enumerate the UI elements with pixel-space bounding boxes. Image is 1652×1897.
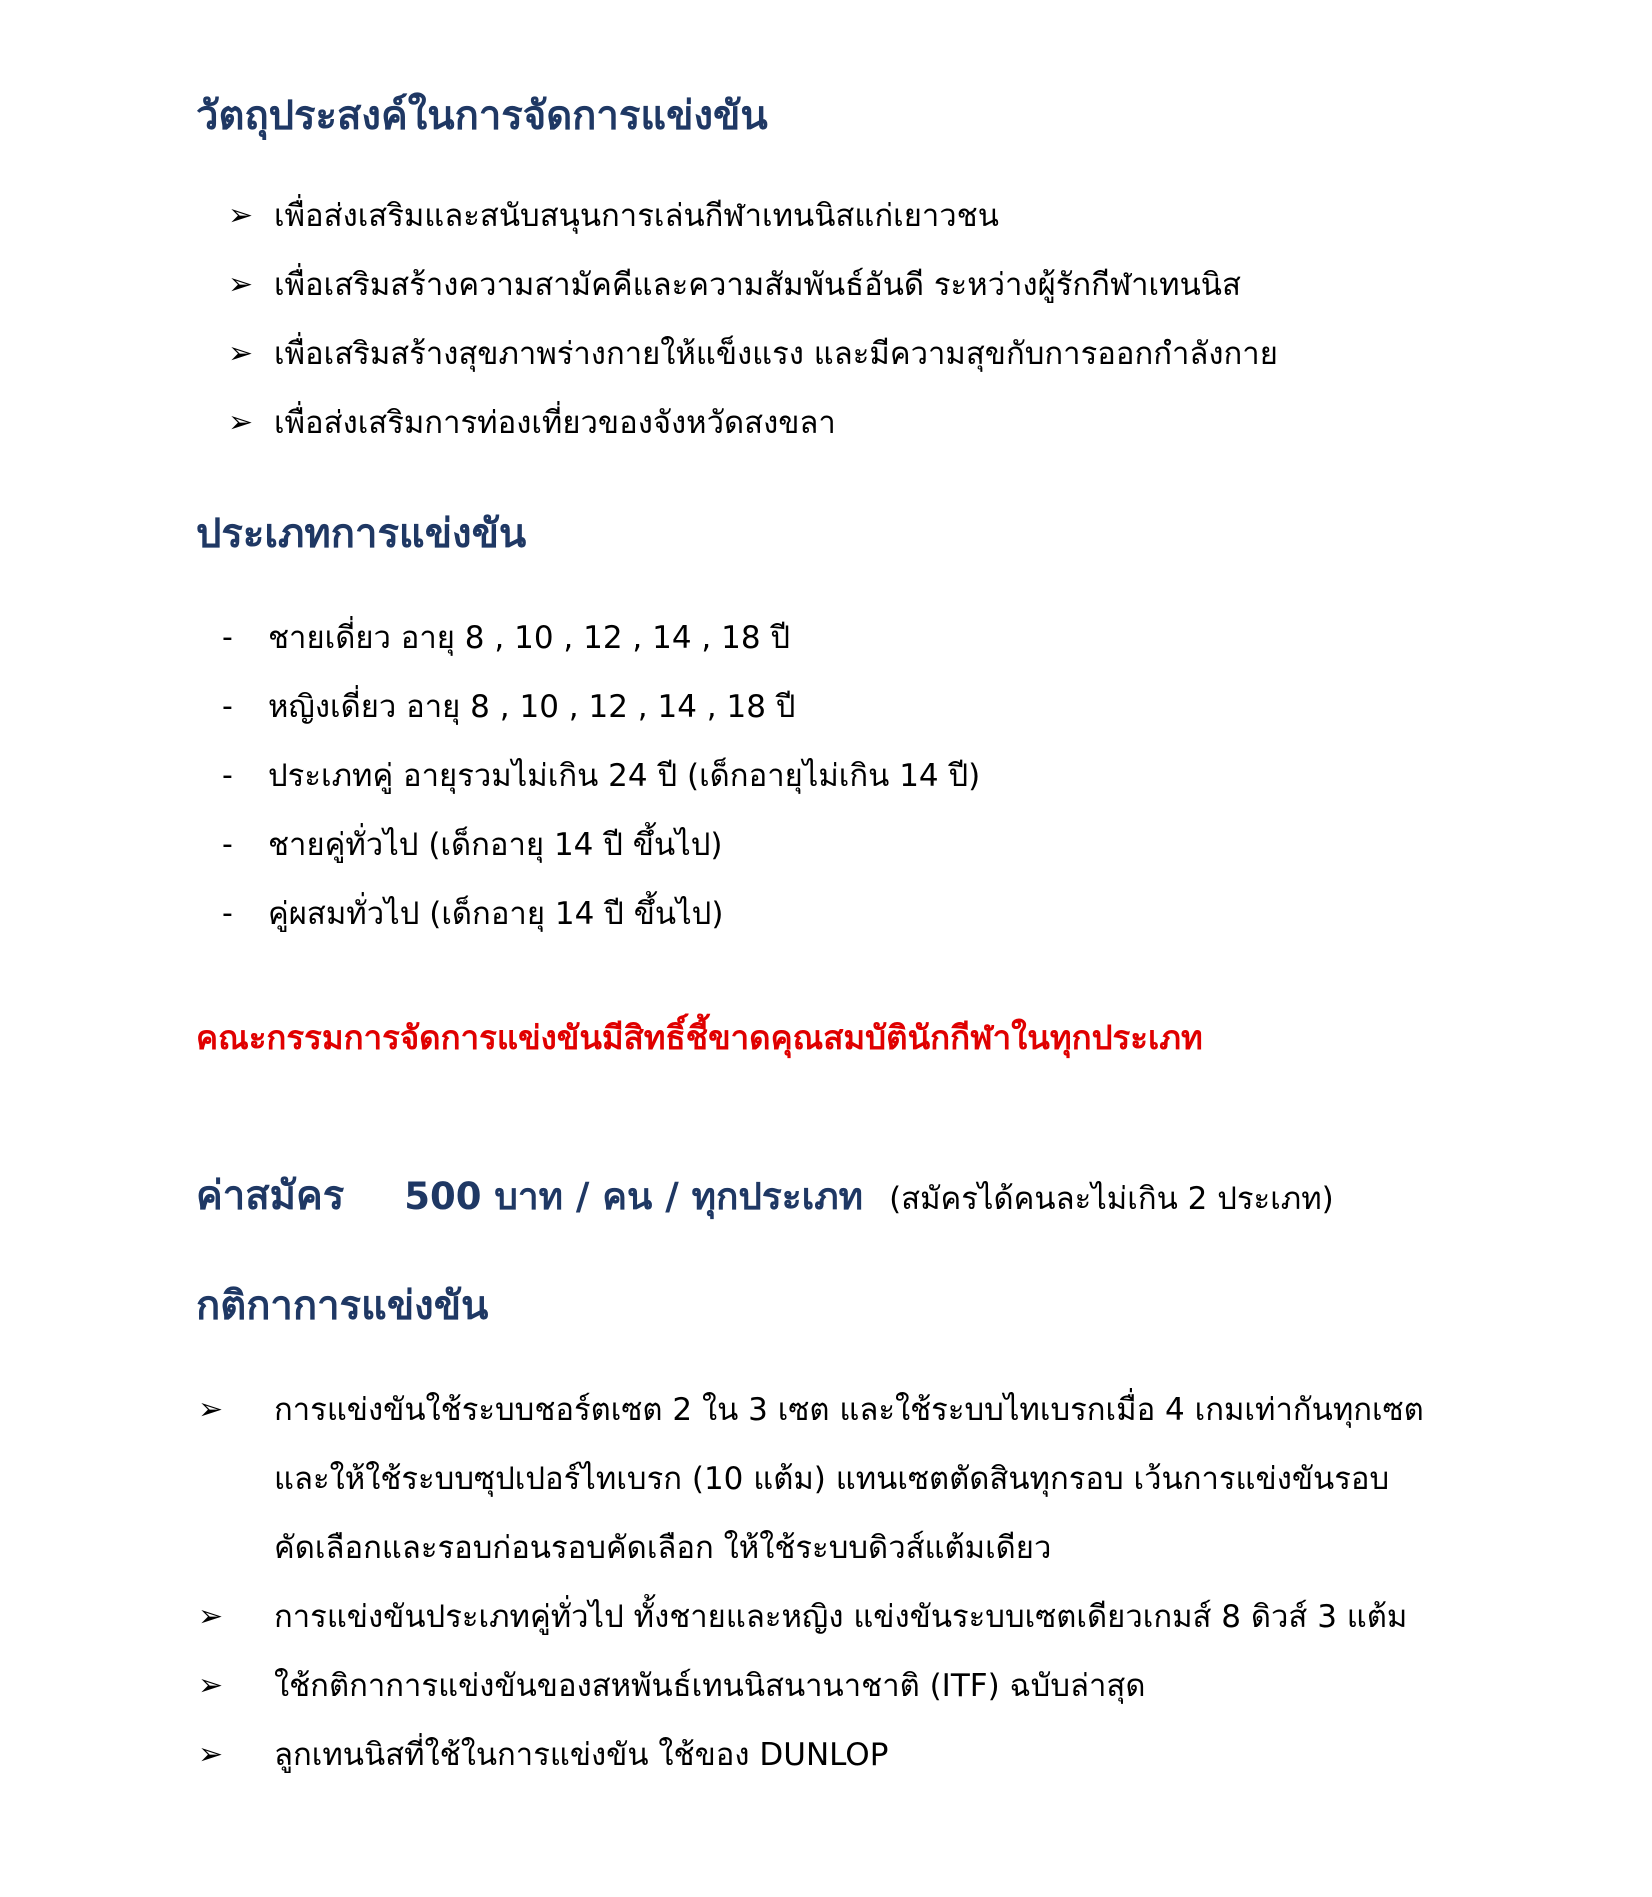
rule-item: การแข่งขันประเภทคู่ทั่วไป ทั้งชายและหญิง แข่งขันระบบเซตเดียวเกมส์ 8 ดิวส์ 3 แต้ม — [274, 1599, 1408, 1635]
rule-item: ลูกเทนนิสที่ใช้ในการแข่งขัน ใช้ของ DUNLOP — [274, 1737, 889, 1773]
category-item: หญิงเดี่ยว อายุ 8 , 10 , 12 , 14 , 18 ปี — [268, 689, 796, 725]
rule-item-continuation: และให้ใช้ระบบซุปเปอร์ไทเบรก (10 แต้ม) แทนเซตตัดสินทุกรอบ เว้นการแข่งขันรอบ — [274, 1461, 1390, 1497]
category-item: คู่ผสมทั่วไป (เด็กอายุ 14 ปี ขึ้นไป) — [268, 896, 724, 932]
category-item: ชายคู่ทั่วไป (เด็กอายุ 14 ปี ขึ้นไป) — [268, 827, 723, 863]
fee-amount: 500 บาท / คน / ทุกประเภท — [404, 1175, 864, 1218]
rule-item-continuation: คัดเลือกและรอบก่อนรอบคัดเลือก ให้ใช้ระบบดิวส์แต้มเดียว — [274, 1530, 1052, 1566]
arrow-bullet-icon: ➢ — [228, 405, 254, 440]
fee-row — [196, 1172, 1334, 1220]
objective-item: เพื่อเสริมสร้างความสามัคคีและความสัมพันธ์อันดี ระหว่างผู้รักกีฬาเทนนิส — [274, 267, 1241, 303]
categories-heading: ประเภทการแข่งขัน — [196, 511, 527, 557]
rules-heading: กติกาการแข่งขัน — [196, 1283, 489, 1329]
fee-note: (สมัครได้คนละไม่เกิน 2 ประเภท) — [889, 1181, 1334, 1217]
objective-item: เพื่อเสริมสร้างสุขภาพร่างกายให้แข็งแรง และมีความสุขกับการออกกำลังกาย — [274, 336, 1278, 372]
objective-item: เพื่อส่งเสริมการท่องเที่ยวของจังหวัดสงขลา — [274, 405, 836, 441]
dash-bullet-icon: - — [222, 758, 233, 793]
arrow-bullet-icon: ➢ — [228, 267, 254, 302]
arrow-bullet-icon: ➢ — [198, 1392, 224, 1427]
objective-item: เพื่อส่งเสริมและสนับสนุนการเล่นกีฬาเทนนิสแก่เยาวชน — [274, 198, 999, 234]
dash-bullet-icon: - — [222, 896, 233, 931]
arrow-bullet-icon: ➢ — [228, 198, 254, 233]
eligibility-notice: คณะกรรมการจัดการแข่งขันมีสิทธิ์ชี้ขาดคุณสมบัตินักกีฬาในทุกประเภท — [196, 1018, 1203, 1057]
dash-bullet-icon: - — [222, 620, 233, 655]
dash-bullet-icon: - — [222, 689, 233, 724]
rule-item: การแข่งขันใช้ระบบชอร์ตเซต 2 ใน 3 เซต และใช้ระบบไทเบรกเมื่อ 4 เกมเท่ากันทุกเซต — [274, 1392, 1424, 1428]
fee-label: ค่าสมัคร — [196, 1173, 345, 1219]
dash-bullet-icon: - — [222, 827, 233, 862]
rule-item: ใช้กติกาการแข่งขันของสหพันธ์เทนนิสนานาชาติ (ITF) ฉบับล่าสุด — [274, 1668, 1146, 1704]
objectives-heading: วัตถุประสงค์ในการจัดการแข่งขัน — [196, 93, 768, 139]
arrow-bullet-icon: ➢ — [198, 1599, 224, 1634]
arrow-bullet-icon: ➢ — [198, 1737, 224, 1772]
arrow-bullet-icon: ➢ — [228, 336, 254, 371]
category-item: ประเภทคู่ อายุรวมไม่เกิน 24 ปี (เด็กอายุไม่เกิน 14 ปี) — [268, 758, 981, 794]
category-item: ชายเดี่ยว อายุ 8 , 10 , 12 , 14 , 18 ปี — [268, 620, 791, 656]
arrow-bullet-icon: ➢ — [198, 1668, 224, 1703]
